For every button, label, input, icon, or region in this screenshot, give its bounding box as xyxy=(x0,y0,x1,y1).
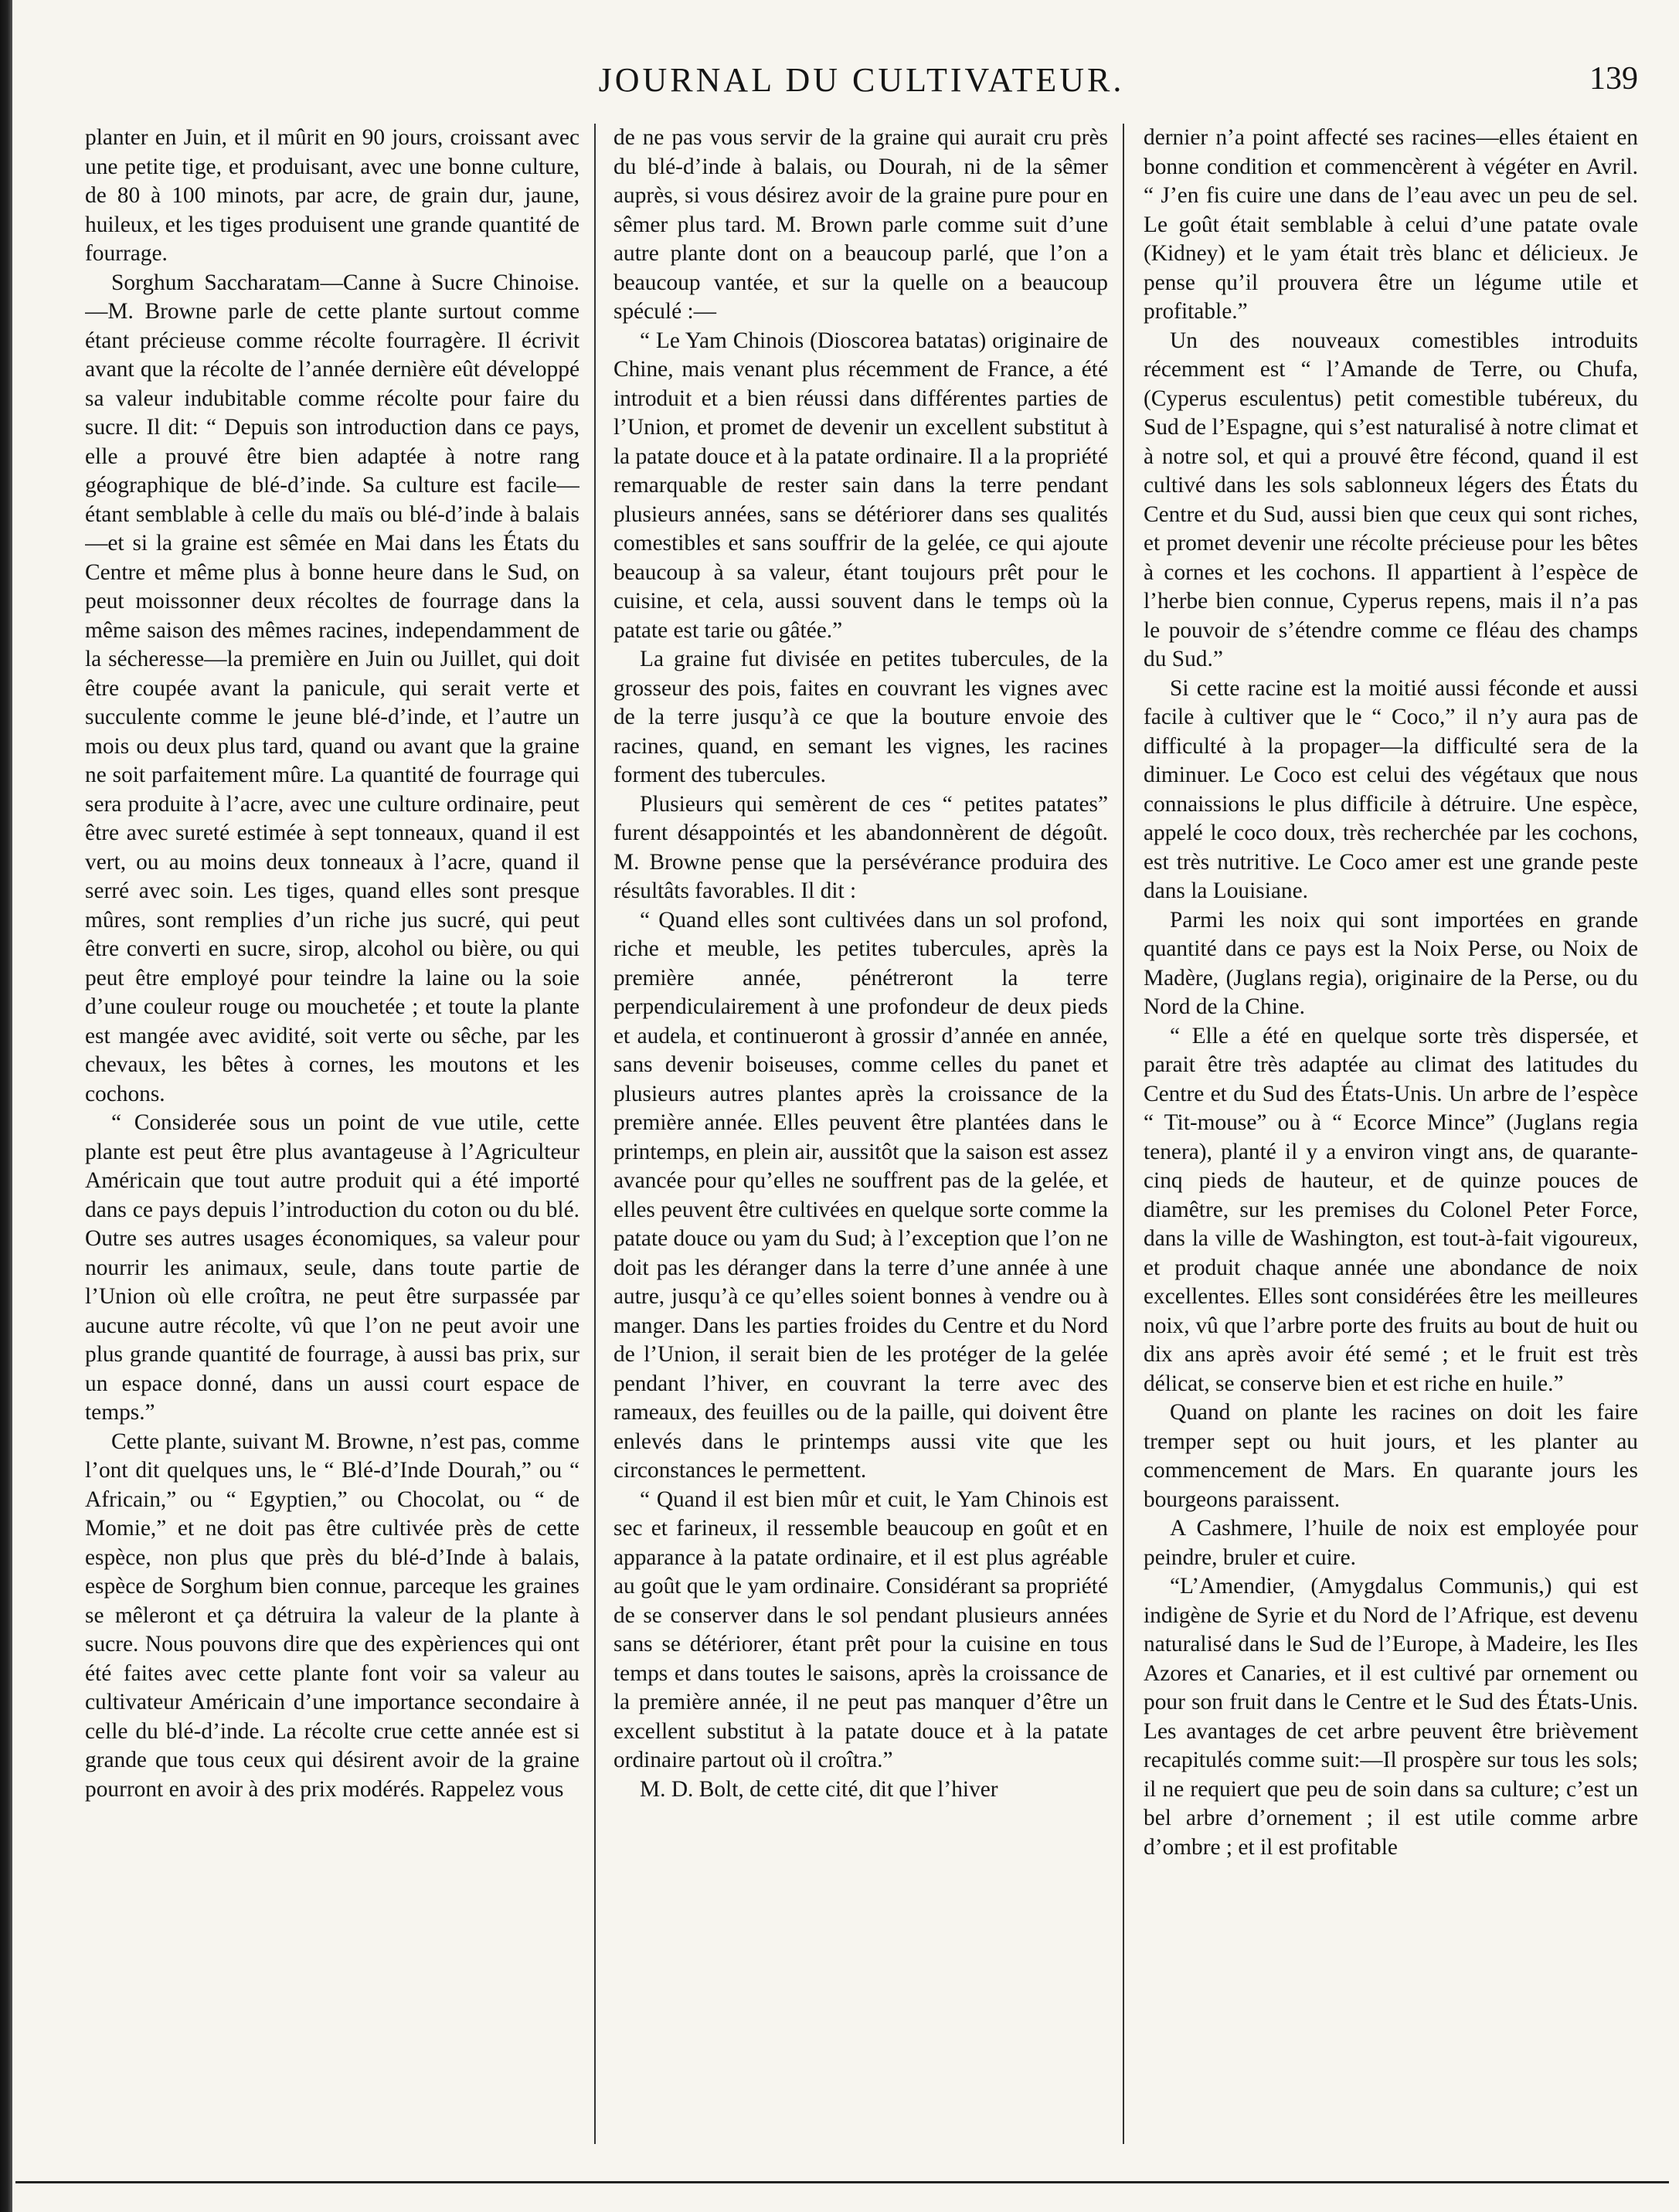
paragraph: “ Quand il est bien mûr et cuit, le Yam Chinois est sec et farineux, il ressemble beaucoup en goût et en apparance à la patate ordinaire, et il est plus agréable au goût que le yam ordinaire. Considérant sa propriété de se conserver dans le sol pendant plusieurs années sans se détériorer, étant prêt pour la cuisine en tous temps et dans toutes le saisons, après la croissance de la première année, il ne peut pas manquer d’être un excellent substitut à la patate douce et à la patate ordinaire partout où il croîtra.” xyxy=(613,1487,1108,1772)
bottom-rule xyxy=(15,2181,1669,2183)
paragraph: Sorghum Saccharatam—Canne à Sucre Chinoise.—M. Browne parle de cette plante surtout comme étant précieuse comme récolte fourragère. Il écrivit avant que la récolte de l’année dernière eût développé sa valeur indubitable comme récolte pour faire du sucre. Il dit: “ Depuis son introduction dans ce pays, elle a prouvé être bien adaptée à notre rang géographique de blé-d’inde. Sa culture est facile—étant semblable à celle du maïs ou blé-d’inde à balais—et si la graine est sêmée en Mai dans les États du Centre et même plus à bonne heure dans le Sud, on peut moissonner deux récoltes de fourrage dans la même saison des mêmes racines, independamment de la sécheresse—la première en Juin ou Juillet, qui doit être coupée avant la panicule, qui serait verte et succulente comme le jeune blé-d’inde, et l’autre un mois ou deux plus tard, quand ou avant que la graine ne soit parfaitement mûre. La quantité de fourrage qui sera produite à l’acre, avec une culture ordinaire, peut être avec sureté estimée à sept tonneaux, quand il est vert, ou au moins deux tonneaux à l’acre, quand il serré avec soin. Les tiges, quand elles sont presque mûres, sont remplies d’un riche jus sucré, qui peut être converti en sucre, sirop, alcohol ou bière, ou qui peut être employé pour teindre la laine ou la soie d’une couleur rouge ou mouchetée ; et toute la plante est mangée avec avidité, soit verte ou sêche, par les chevaux, les bêtes à cornes, les moutons et les cochons. xyxy=(85,270,579,1106)
paragraph: “ Elle a été en quelque sorte très dispersée, et parait être très adaptée au climat des latitudes du Centre et du Sud des États-Unis. Un arbre de l’espèce “ Tit-mouse” ou à “ Ecorce Mince” (Juglans regia tenera), planté il y a environ vingt ans, de quarante-cinq pieds de hauteur, et de quinze pouces de diamêtre, sur les premises du Colonel Peter Force, dans la ville de Washington, est tout-à-fait vigoureux, et produit chaque année une abondance de noix excellentes. Elles sont considérées être les meilleures noix, vû que l’arbre porte des fruits au bout de huit ou dix ans après avoir été semé ; et le fruit est très délicat, se conserve bien et est riche en huile.” xyxy=(1144,1023,1638,1396)
paragraph: Un des nouveaux comestibles introduits récemment est “ l’Amande de Terre, ou Chufa, (Cyperus esculentus) petit comestible tubéreux, du Sud de l’Espagne, qui s’est naturalisé à notre climat et à notre sol, et qui a prouvé être fécond, quand il est cultivé dans les sols sablonneux légers des États du Centre et du Sud, aussi bien que ceux qui sont riches, et promet devenir une récolte précieuse pour les bêtes à cornes et les cochons. Il appartient à l’espèce de l’herbe bien connue, Cyperus repens, mais il n’a pas le pouvoir de s’étendre comme ce fléau des champs du Sud.” xyxy=(1144,328,1638,671)
paragraph: M. D. Bolt, de cette cité, dit que l’hiver xyxy=(640,1776,998,1802)
paragraph: “L’Amendier, (Amygdalus Communis,) qui est indigène de Syrie et du Nord de l’Afrique, est devenu naturalisé dans le Sud de l’Europe, à Madeire, les Iles Azores et Canaries, et il est cultivé par ornement ou pour son fruit dans le Centre et le Sud des États-Unis. Les avantages de cet arbre peuvent être brièvement recapitulés comme suit:—Il prospère sur tous les sols; il ne requiert que peu de soin dans sa culture; c’est un bel arbre d’ornement ; il est utile comme arbre d’ombre ; et il est profitable xyxy=(1144,1574,1638,1860)
text-column-3 xyxy=(1144,124,1638,2148)
paragraph: A Cashmere, l’huile de noix est employée pour peindre, bruler et cuire. xyxy=(1144,1516,1638,1570)
paragraph: planter en Juin, et il mûrit en 90 jours, croissant avec une petite tige, et produisant, avec une bonne culture, de 80 à 100 minots, par acre, de grain dur, jaune, huileux, et les tiges produisent une grande quantité de fourrage. xyxy=(85,125,579,266)
text-column-1 xyxy=(85,124,579,2148)
paragraph: “ Le Yam Chinois (Dioscorea batatas) originaire de Chine, mais venant plus récemment de France, a été introduit et a bien réussi dans différentes parties de l’Union, et promet de devenir un excellent substitut à la patate douce et à la patate ordinaire. Il a la propriété remarquable de rester sain dans la terre pendant plusieurs années, sans se détériorer dans ses qualités comestibles et sans souffrir de la gelée, ce qui ajoute beaucoup à sa valeur, étant toujours prêt pour le cuisine, et cela, aussi souvent dans le temps où la patate est tarie ou gâtée.” xyxy=(613,328,1108,643)
running-title: JOURNAL DU CULTIVATEUR. xyxy=(598,61,1125,99)
paragraph: de ne pas vous servir de la graine qui aurait cru près du blé-d’inde à balais, ou Dourah, ni de la sêmer auprès, si vous désirez avoir de la graine pure pour en sêmer plus tard. M. Brown parle comme suit d’une autre plante dont on a beaucoup parlé, que l’on a beaucoup vantée, et sur la quelle on a beaucoup spéculé :— xyxy=(613,125,1108,324)
book-spine-edge xyxy=(0,0,12,2212)
paragraph: dernier n’a point affecté ses racines—elles étaient en bonne condition et commencèrent à végéter en Avril. “ J’en fis cuire une dans de l’eau avec un peu de sel. Le goût était semblable à celui d’une patate ovale (Kidney) et le yam était très blanc et délicieux. Je pense qu’il prouvera être un légume utile et profitable.” xyxy=(1144,125,1638,324)
paragraph: La graine fut divisée en petites tubercules, de la grosseur des pois, faites en couvrant les vignes avec de la terre jusqu’à ce que la bouture envoie des racines, quand, en semant les vignes, les racines forment des tubercules. xyxy=(613,647,1108,787)
paragraph: Si cette racine est la moitié aussi féconde et aussi facile à cultiver que le “ Coco,” il n’y aura pas de difficulté à la propager—la difficulté sera de la diminuer. Le Coco est celui des végétaux que nous connaissions le plus difficile à détruire. Une espèce, appelé le coco doux, très recherchée par les cochons, est très nutritive. Le Coco amer est une grande peste dans la Louisiane. xyxy=(1144,675,1638,903)
article-body xyxy=(85,124,1638,2148)
paragraph: Cette plante, suivant M. Browne, n’est pas, comme l’ont dit quelques uns, le “ Blé-d’Inde Dourah,” ou “ Africain,” ou “ Egyptien,” ou Chocolat, ou “ de Momie,” et ne doit pas être cultivée près de cette espèce, non plus que près du blé-d’Inde à balais, espèce de Sorghum bien connue, parceque les graines se mêleront et ça détruira la valeur de la plante à sucre. Nous pouvons dire que des expèriences qui ont été faites avec cette plante font voir sa valeur au cultivateur Américain d’une importance secondaire à celle du blé-d’inde. La récolte crue cette année est si grande que tous ceux qui désirent avoir de la graine pourront en avoir à des prix modérés. Rappelez vous xyxy=(85,1429,579,1802)
paragraph: Quand on plante les racines on doit les faire tremper sept ou huit jours, et les planter au commencement de Mars. En quarante jours les bourgeons paraissent. xyxy=(1144,1400,1638,1512)
paragraph: “ Quand elles sont cultivées dans un sol profond, riche et meuble, les petites tubercules, après la première année, pénétreront la terre perpendiculairement à une profondeur de deux pieds et audela, et continueront à grossir d’année en année, sans devenir boiseuses, comme celles du panet et plusieurs autres plantes après la croissance de la première année. Elles peuvent être plantées dans le printemps, en plein air, aussitôt que la saison est assez avancée pour qu’elles ne souffrent pas de la gelée, et elles peuvent être cultivées en quelque sorte comme la patate douce ou yam du Sud; à l’exception que l’on ne doit pas les déranger dans la terre d’une année à une autre, jusqu’à ce qu’elles soient bonnes à vendre ou à manger. Dans les parties froides du Centre et du Nord de l’Union, il serait bien de les protéger de la gelée pendant l’hiver, en couvrant la terre avec des rameaux, des feuilles ou de la paille, qui doivent être enlevés dans le printemps aussi vite que les circonstances le permettent. xyxy=(613,907,1108,1483)
page-number: 139 xyxy=(1589,61,1638,97)
paragraph: Parmi les noix qui sont importées en grande quantité dans ce pays est la Noix Perse, ou Noix de Madère, (Juglans regia), originaire de la Perse, ou du Nord de la Chine. xyxy=(1144,907,1638,1019)
paragraph: Plusieurs qui semèrent de ces “ petites patates” furent désappointés et les abandonnèrent de dégoût. M. Browne pense que la persévérance produira des résultâts favorables. Il dit : xyxy=(613,791,1108,903)
paragraph: “ Considerée sous un point de vue utile, cette plante est peut être plus avantageuse à l’Agriculteur Américain que tout autre produit qui a été importé dans ce pays depuis l’introduction du coton ou du blé. Outre ses autres usages économiques, sa valeur pour nourrir les animaux, seule, dans toute partie de l’Union où elle croîtra, ne peut être surpassée par aucune autre récolte, vû que l’on ne peut avoir une plus grande quantité de fourrage, à aussi bas prix, sur un espace donné, dans un aussi court espace de temps.” xyxy=(85,1110,579,1425)
page-header xyxy=(85,60,1638,114)
text-column-2 xyxy=(613,124,1108,2148)
